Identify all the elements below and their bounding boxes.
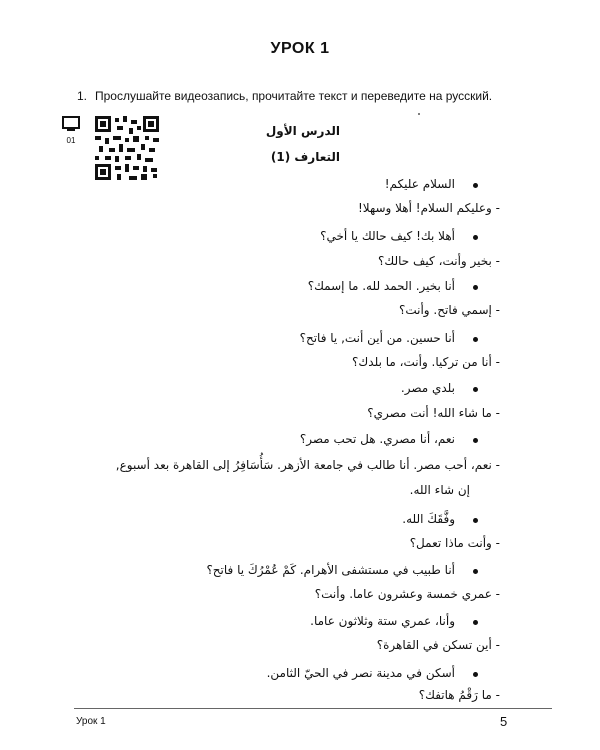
dialogue-line: إن شاء الله. bbox=[409, 483, 470, 497]
stray-dot bbox=[418, 113, 420, 115]
bullet-icon bbox=[473, 235, 478, 240]
dialogue-line: وفَّقَكَ الله. bbox=[402, 512, 455, 526]
dialogue-line: - أنا من تركيا. وأنت، ما بلدك؟ bbox=[352, 355, 500, 369]
video-badge[interactable] bbox=[57, 116, 85, 145]
bullet-icon bbox=[473, 672, 478, 677]
exercise-text: Прослушайте видеозапись, прочитайте текст и переведите на русский. bbox=[95, 89, 493, 103]
dialogue-line: أنا بخير. الحمد لله. ما إسمك؟ bbox=[307, 279, 455, 293]
dialogue-line: بلدي مصر. bbox=[400, 381, 455, 395]
bullet-icon bbox=[473, 438, 478, 443]
bullet-icon bbox=[473, 183, 478, 188]
dialogue-line: - أين تسكن في القاهرة؟ bbox=[376, 638, 500, 652]
dialogue-line: - عمري خمسة وعشرون عاما. وأنت؟ bbox=[314, 587, 500, 601]
bullet-icon bbox=[473, 387, 478, 392]
footer-label: Урок 1 bbox=[76, 716, 106, 727]
footer-divider bbox=[74, 708, 552, 709]
dialogue-line: - إسمي فاتح. وأنت؟ bbox=[398, 303, 500, 317]
monitor-icon bbox=[62, 116, 80, 132]
bullet-icon bbox=[473, 518, 478, 523]
dialogue-line: نعم، أنا مصري. هل تحب مصر؟ bbox=[299, 432, 455, 446]
dialogue-line: وأنا، عمري ستة وثلاثون عاما. bbox=[310, 614, 455, 628]
dialogue-line: - ما رَقْمُ هاتفك؟ bbox=[418, 688, 500, 702]
bullet-icon bbox=[473, 285, 478, 290]
exercise-number: 1. bbox=[77, 89, 88, 103]
dialogue-line: أنا حسين. من أين أنت, يا فاتح؟ bbox=[299, 331, 455, 345]
page-number: 5 bbox=[500, 714, 508, 729]
bullet-icon bbox=[473, 620, 478, 625]
bullet-icon bbox=[473, 569, 478, 574]
video-number: 01 bbox=[66, 136, 76, 145]
dialogue-line: - وأنت ماذا تعمل؟ bbox=[409, 536, 500, 550]
dialogue-line: السلام عليكم! bbox=[384, 177, 455, 191]
page-title: УРОК 1 bbox=[270, 40, 330, 57]
dialogue-line: أنا طبيب في مستشفى الأهرام. كَمْ عُمْرُكَ يا فاتح؟ bbox=[206, 563, 455, 577]
lesson-title: الدرس الأول bbox=[265, 124, 340, 138]
dialogue-line: أهلا بك! كيف حالك يا أخي؟ bbox=[320, 229, 455, 243]
dialogue-line: - وعليكم السلام! أهلا وسهلا! bbox=[357, 201, 500, 215]
dialogue-line: - بخير وأنت، كيف حالك؟ bbox=[377, 254, 500, 268]
bullet-icon bbox=[473, 337, 478, 342]
dialogue-line: - ما شاء الله! أنت مصري؟ bbox=[367, 406, 500, 420]
lesson-subtitle: التعارف (1) bbox=[270, 150, 340, 164]
dialogue-line: - نعم، أحب مصر. أنا طالب في جامعة الأزهر. سَأُسَافِرُ إلى القاهرة بعد أسبوع, bbox=[115, 458, 500, 472]
dialogue-line: أسكن في مدينة نصر في الحيّ الثامن. bbox=[266, 666, 455, 680]
exercise-instruction bbox=[77, 89, 557, 103]
